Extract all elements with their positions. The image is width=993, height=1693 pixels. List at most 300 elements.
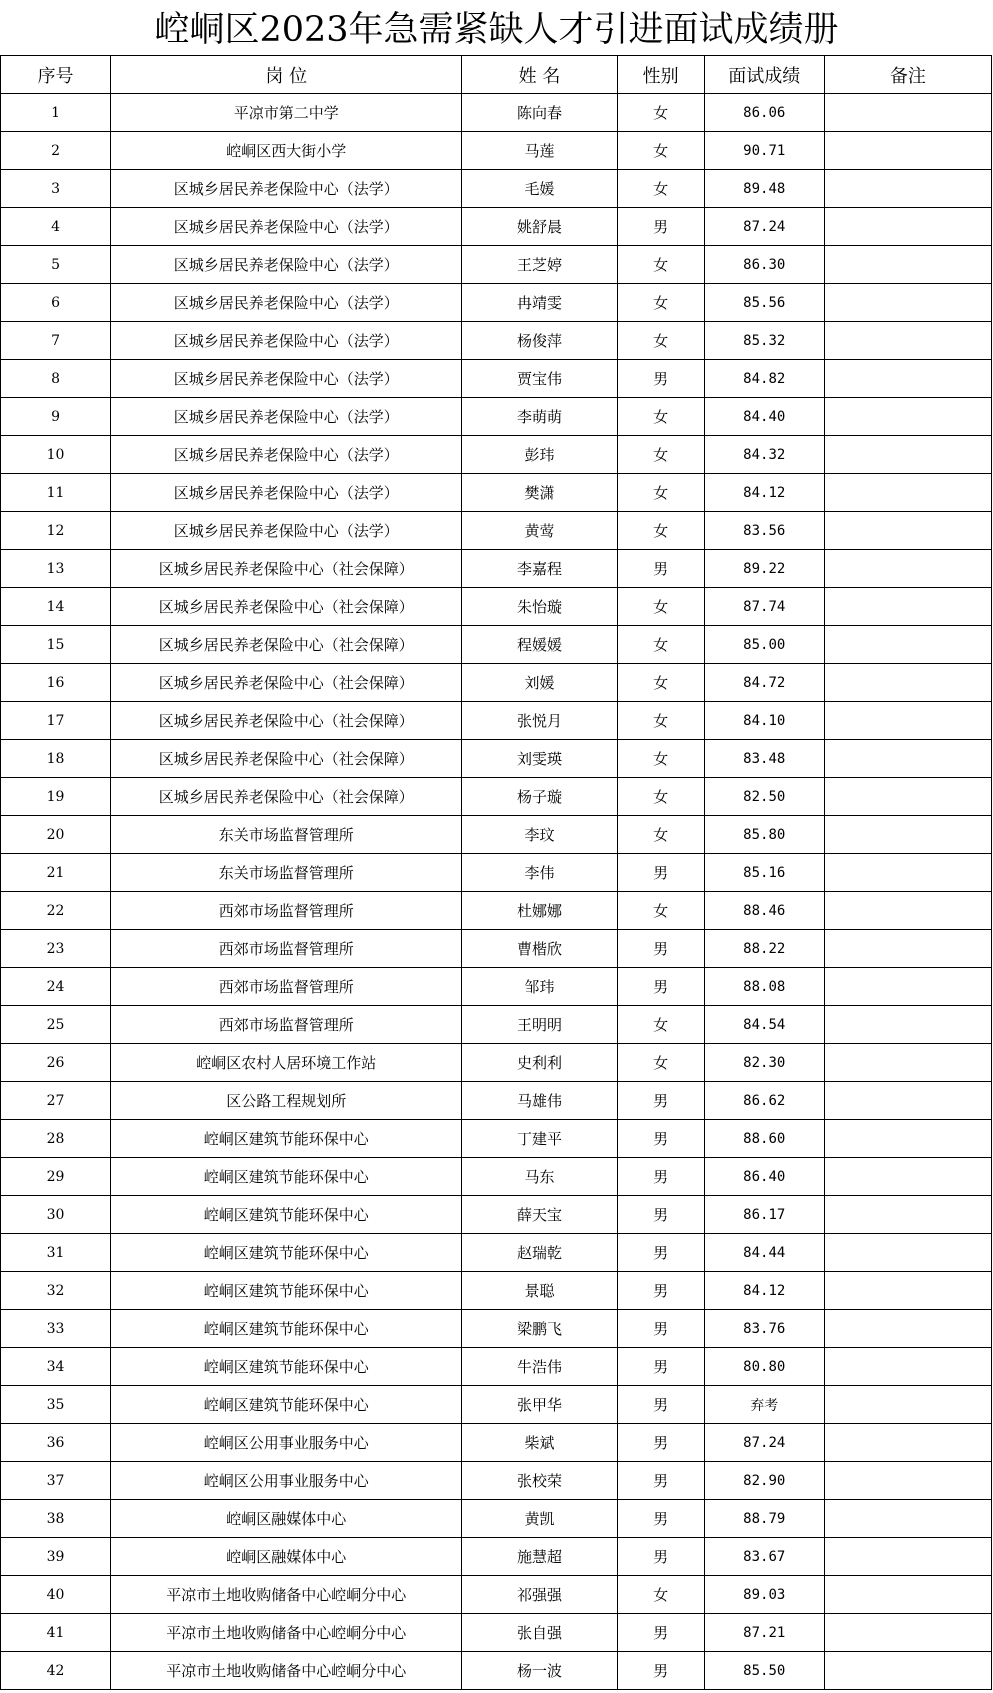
seq-cell: 10 [1,436,111,474]
table-row [1,1500,992,1538]
gender-cell: 男 [617,208,704,246]
seq-cell: 23 [1,930,111,968]
name-cell: 李伟 [462,854,617,892]
seq-cell: 31 [1,1234,111,1272]
score-cell: 83.76 [704,1310,824,1348]
score-cell: 89.03 [704,1576,824,1614]
seq-cell: 36 [1,1424,111,1462]
seq-cell: 9 [1,398,111,436]
name-cell: 王明明 [462,1006,617,1044]
remark-cell [824,816,991,854]
remark-cell [824,664,991,702]
seq-cell: 18 [1,740,111,778]
remark-cell [824,892,991,930]
score-cell: 85.00 [704,626,824,664]
table-row [1,930,992,968]
score-cell: 87.24 [704,208,824,246]
gender-cell: 男 [617,1196,704,1234]
gender-cell: 女 [617,94,704,132]
position-cell: 区城乡居民养老保险中心（社会保障） [111,588,462,626]
position-cell: 崆峒区建筑节能环保中心 [111,1272,462,1310]
score-cell: 87.24 [704,1424,824,1462]
remark-cell [824,1006,991,1044]
remark-cell [824,322,991,360]
table-row [1,1120,992,1158]
name-cell: 柴斌 [462,1424,617,1462]
seq-cell: 25 [1,1006,111,1044]
table-row [1,1234,992,1272]
score-cell: 88.46 [704,892,824,930]
name-cell: 曹楷欣 [462,930,617,968]
table-row [1,284,992,322]
remark-cell [824,1158,991,1196]
seq-cell: 40 [1,1576,111,1614]
name-cell: 黄莺 [462,512,617,550]
score-table [0,55,992,1690]
score-cell: 85.50 [704,1652,824,1690]
position-cell: 崆峒区建筑节能环保中心 [111,1120,462,1158]
score-cell: 84.72 [704,664,824,702]
position-cell: 西郊市场监督管理所 [111,968,462,1006]
remark-cell [824,170,991,208]
score-cell: 90.71 [704,132,824,170]
position-cell: 区城乡居民养老保险中心（社会保障） [111,778,462,816]
gender-cell: 男 [617,854,704,892]
position-cell: 西郊市场监督管理所 [111,1006,462,1044]
gender-cell: 男 [617,1462,704,1500]
gender-cell: 男 [617,1120,704,1158]
name-cell: 李嘉程 [462,550,617,588]
position-cell: 崆峒区建筑节能环保中心 [111,1196,462,1234]
position-cell: 东关市场监督管理所 [111,816,462,854]
gender-cell: 女 [617,398,704,436]
remark-cell [824,1310,991,1348]
position-cell: 平凉市第二中学 [111,94,462,132]
remark-cell [824,1272,991,1310]
remark-cell [824,854,991,892]
score-cell: 89.48 [704,170,824,208]
score-cell: 82.30 [704,1044,824,1082]
score-cell: 89.22 [704,550,824,588]
gender-cell: 女 [617,474,704,512]
page-title: 崆峒区2023年急需紧缺人才引进面试成绩册 [154,10,839,50]
name-cell: 陈向春 [462,94,617,132]
seq-cell: 28 [1,1120,111,1158]
name-cell: 张校荣 [462,1462,617,1500]
name-cell: 王芝婷 [462,246,617,284]
position-cell: 区城乡居民养老保险中心（社会保障） [111,702,462,740]
gender-cell: 男 [617,1424,704,1462]
table-row [1,132,992,170]
name-cell: 邹玮 [462,968,617,1006]
position-cell: 崆峒区西大街小学 [111,132,462,170]
score-cell: 84.10 [704,702,824,740]
seq-cell: 24 [1,968,111,1006]
gender-cell: 女 [617,740,704,778]
remark-cell [824,778,991,816]
seq-cell: 35 [1,1386,111,1424]
score-cell: 83.56 [704,512,824,550]
remark-cell [824,436,991,474]
gender-cell: 女 [617,1006,704,1044]
position-cell: 崆峒区建筑节能环保中心 [111,1158,462,1196]
seq-cell: 19 [1,778,111,816]
score-cell: 84.44 [704,1234,824,1272]
score-cell: 85.56 [704,284,824,322]
position-cell: 区城乡居民养老保险中心（法学） [111,170,462,208]
name-cell: 彭玮 [462,436,617,474]
seq-cell: 27 [1,1082,111,1120]
seq-cell: 15 [1,626,111,664]
remark-cell [824,1082,991,1120]
position-cell: 西郊市场监督管理所 [111,892,462,930]
position-cell: 崆峒区融媒体中心 [111,1538,462,1576]
table-row [1,322,992,360]
score-cell: 86.40 [704,1158,824,1196]
table-row [1,816,992,854]
seq-cell: 41 [1,1614,111,1652]
seq-cell: 20 [1,816,111,854]
remark-cell [824,208,991,246]
position-cell: 区城乡居民养老保险中心（法学） [111,208,462,246]
name-cell: 李玟 [462,816,617,854]
table-row [1,702,992,740]
gender-cell: 女 [617,1576,704,1614]
name-cell: 马雄伟 [462,1082,617,1120]
table-row [1,588,992,626]
gender-cell: 男 [617,1614,704,1652]
score-cell: 85.32 [704,322,824,360]
position-cell: 区城乡居民养老保险中心（社会保障） [111,664,462,702]
name-cell: 杜娜娜 [462,892,617,930]
table-row [1,1158,992,1196]
table-row [1,1006,992,1044]
table-row [1,474,992,512]
header-position: 岗 位 [111,56,462,94]
seq-cell: 3 [1,170,111,208]
remark-cell [824,1614,991,1652]
name-cell: 刘雯瑛 [462,740,617,778]
score-cell: 83.48 [704,740,824,778]
remark-cell [824,1500,991,1538]
score-cell: 87.74 [704,588,824,626]
table-row [1,246,992,284]
gender-cell: 男 [617,550,704,588]
remark-cell [824,968,991,1006]
seq-cell: 5 [1,246,111,284]
gender-cell: 女 [617,892,704,930]
gender-cell: 女 [617,664,704,702]
table-row [1,1348,992,1386]
table-row [1,1310,992,1348]
gender-cell: 男 [617,1348,704,1386]
name-cell: 程媛媛 [462,626,617,664]
gender-cell: 女 [617,170,704,208]
score-cell: 80.80 [704,1348,824,1386]
table-row [1,892,992,930]
position-cell: 区城乡居民养老保险中心（法学） [111,246,462,284]
seq-cell: 21 [1,854,111,892]
score-cell: 84.12 [704,1272,824,1310]
gender-cell: 女 [617,778,704,816]
remark-cell [824,398,991,436]
seq-cell: 6 [1,284,111,322]
position-cell: 东关市场监督管理所 [111,854,462,892]
gender-cell: 女 [617,1044,704,1082]
table-row [1,1614,992,1652]
name-cell: 冉靖雯 [462,284,617,322]
gender-cell: 男 [617,930,704,968]
score-cell: 88.79 [704,1500,824,1538]
name-cell: 杨子璇 [462,778,617,816]
seq-cell: 34 [1,1348,111,1386]
seq-cell: 12 [1,512,111,550]
name-cell: 樊潇 [462,474,617,512]
remark-cell [824,1196,991,1234]
position-cell: 区城乡居民养老保险中心（法学） [111,474,462,512]
header-score: 面试成绩 [704,56,824,94]
position-cell: 崆峒区公用事业服务中心 [111,1462,462,1500]
position-cell: 平凉市土地收购储备中心崆峒分中心 [111,1614,462,1652]
seq-cell: 32 [1,1272,111,1310]
table-row [1,1538,992,1576]
table-row [1,854,992,892]
name-cell: 薛天宝 [462,1196,617,1234]
gender-cell: 男 [617,1652,704,1690]
position-cell: 崆峒区建筑节能环保中心 [111,1310,462,1348]
position-cell: 区城乡居民养老保险中心（法学） [111,398,462,436]
remark-cell [824,1386,991,1424]
name-cell: 杨俊萍 [462,322,617,360]
remark-cell [824,1348,991,1386]
gender-cell: 女 [617,512,704,550]
position-cell: 崆峒区融媒体中心 [111,1500,462,1538]
gender-cell: 女 [617,702,704,740]
seq-cell: 16 [1,664,111,702]
position-cell: 区公路工程规划所 [111,1082,462,1120]
score-cell: 86.06 [704,94,824,132]
remark-cell [824,1576,991,1614]
table-row [1,968,992,1006]
name-cell: 黄凯 [462,1500,617,1538]
gender-cell: 男 [617,1310,704,1348]
gender-cell: 女 [617,816,704,854]
table-row [1,208,992,246]
name-cell: 马莲 [462,132,617,170]
seq-cell: 4 [1,208,111,246]
seq-cell: 38 [1,1500,111,1538]
gender-cell: 男 [617,968,704,1006]
gender-cell: 女 [617,626,704,664]
score-cell: 84.40 [704,398,824,436]
name-cell: 梁鹏飞 [462,1310,617,1348]
name-cell: 丁建平 [462,1120,617,1158]
name-cell: 景聪 [462,1272,617,1310]
name-cell: 施慧超 [462,1538,617,1576]
remark-cell [824,1120,991,1158]
remark-cell [824,930,991,968]
remark-cell [824,626,991,664]
position-cell: 区城乡居民养老保险中心（法学） [111,360,462,398]
table-row [1,740,992,778]
score-cell: 82.50 [704,778,824,816]
table-row [1,778,992,816]
remark-cell [824,588,991,626]
remark-cell [824,246,991,284]
seq-cell: 39 [1,1538,111,1576]
remark-cell [824,1424,991,1462]
header-seq: 序号 [1,56,111,94]
name-cell: 朱怡璇 [462,588,617,626]
table-row [1,1462,992,1500]
gender-cell: 女 [617,132,704,170]
seq-cell: 13 [1,550,111,588]
table-row [1,170,992,208]
position-cell: 区城乡居民养老保险中心（社会保障） [111,550,462,588]
score-cell: 84.82 [704,360,824,398]
seq-cell: 2 [1,132,111,170]
name-cell: 刘媛 [462,664,617,702]
position-cell: 区城乡居民养老保险中心（法学） [111,512,462,550]
remark-cell [824,740,991,778]
name-cell: 姚舒晨 [462,208,617,246]
remark-cell [824,132,991,170]
seq-cell: 22 [1,892,111,930]
name-cell: 赵瑞乾 [462,1234,617,1272]
position-cell: 崆峒区农村人居环境工作站 [111,1044,462,1082]
remark-cell [824,1234,991,1272]
position-cell: 平凉市土地收购储备中心崆峒分中心 [111,1576,462,1614]
seq-cell: 17 [1,702,111,740]
seq-cell: 1 [1,94,111,132]
gender-cell: 男 [617,1082,704,1120]
seq-cell: 29 [1,1158,111,1196]
name-cell: 毛媛 [462,170,617,208]
score-cell: 84.12 [704,474,824,512]
table-row [1,626,992,664]
remark-cell [824,1462,991,1500]
name-cell: 牛浩伟 [462,1348,617,1386]
gender-cell: 男 [617,1386,704,1424]
gender-cell: 女 [617,588,704,626]
remark-cell [824,1652,991,1690]
position-cell: 崆峒区建筑节能环保中心 [111,1386,462,1424]
score-cell: 88.08 [704,968,824,1006]
table-row [1,1652,992,1690]
seq-cell: 14 [1,588,111,626]
table-row [1,1044,992,1082]
position-cell: 平凉市土地收购储备中心崆峒分中心 [111,1652,462,1690]
position-cell: 区城乡居民养老保险中心（法学） [111,322,462,360]
position-cell: 区城乡居民养老保险中心（法学） [111,284,462,322]
header-remark: 备注 [824,56,991,94]
score-cell: 弃考 [704,1386,824,1424]
seq-cell: 26 [1,1044,111,1082]
table-row [1,94,992,132]
table-row [1,512,992,550]
gender-cell: 女 [617,436,704,474]
score-cell: 88.22 [704,930,824,968]
name-cell: 张悦月 [462,702,617,740]
score-cell: 88.60 [704,1120,824,1158]
position-cell: 西郊市场监督管理所 [111,930,462,968]
score-cell: 87.21 [704,1614,824,1652]
table-row [1,398,992,436]
gender-cell: 女 [617,284,704,322]
score-cell: 85.80 [704,816,824,854]
header-row [1,56,992,94]
score-cell: 85.16 [704,854,824,892]
gender-cell: 男 [617,360,704,398]
gender-cell: 男 [617,1158,704,1196]
position-cell: 区城乡居民养老保险中心（社会保障） [111,626,462,664]
table-row [1,436,992,474]
score-cell: 84.32 [704,436,824,474]
table-row [1,1576,992,1614]
name-cell: 贾宝伟 [462,360,617,398]
seq-cell: 8 [1,360,111,398]
seq-cell: 37 [1,1462,111,1500]
seq-cell: 42 [1,1652,111,1690]
table-row [1,1196,992,1234]
table-row [1,360,992,398]
remark-cell [824,512,991,550]
name-cell: 祁强强 [462,1576,617,1614]
score-cell: 86.17 [704,1196,824,1234]
position-cell: 区城乡居民养老保险中心（社会保障） [111,740,462,778]
position-cell: 崆峒区公用事业服务中心 [111,1424,462,1462]
seq-cell: 11 [1,474,111,512]
gender-cell: 女 [617,322,704,360]
position-cell: 崆峒区建筑节能环保中心 [111,1348,462,1386]
header-gender: 性别 [617,56,704,94]
table-row [1,1082,992,1120]
gender-cell: 男 [617,1234,704,1272]
remark-cell [824,1044,991,1082]
table-row [1,1272,992,1310]
seq-cell: 33 [1,1310,111,1348]
remark-cell [824,550,991,588]
table-row [1,664,992,702]
position-cell: 区城乡居民养老保险中心（法学） [111,436,462,474]
seq-cell: 7 [1,322,111,360]
remark-cell [824,474,991,512]
name-cell: 李萌萌 [462,398,617,436]
gender-cell: 男 [617,1538,704,1576]
remark-cell [824,1538,991,1576]
name-cell: 马东 [462,1158,617,1196]
name-cell: 张自强 [462,1614,617,1652]
score-cell: 86.62 [704,1082,824,1120]
table-row [1,550,992,588]
header-name: 姓 名 [462,56,617,94]
remark-cell [824,94,991,132]
gender-cell: 女 [617,246,704,284]
name-cell: 史利利 [462,1044,617,1082]
table-row [1,1424,992,1462]
name-cell: 杨一波 [462,1652,617,1690]
position-cell: 崆峒区建筑节能环保中心 [111,1234,462,1272]
remark-cell [824,360,991,398]
score-cell: 82.90 [704,1462,824,1500]
seq-cell: 30 [1,1196,111,1234]
score-cell: 84.54 [704,1006,824,1044]
gender-cell: 男 [617,1500,704,1538]
score-cell: 86.30 [704,246,824,284]
table-row [1,1386,992,1424]
name-cell: 张甲华 [462,1386,617,1424]
score-cell: 83.67 [704,1538,824,1576]
